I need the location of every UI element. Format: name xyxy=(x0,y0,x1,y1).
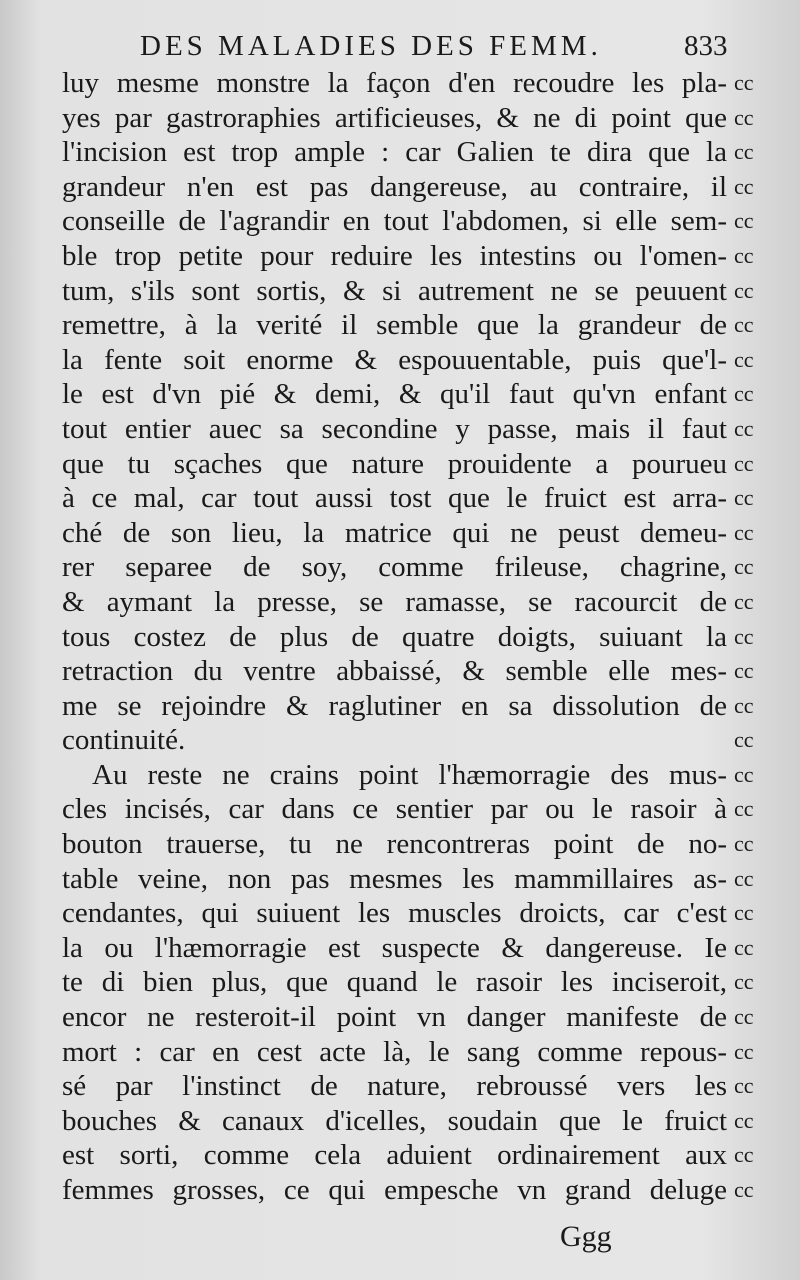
text-line: conseille de l'agrandir en tout l'abdomen, si elle sem- xyxy=(62,205,727,238)
text-line: la ou l'hæmorragie est suspecte & dangereuse. Ie xyxy=(62,931,727,964)
text-line: tum, s'ils sont sortis, & si autrement ne se peuuent xyxy=(62,274,727,307)
text-line: grandeur n'en est pas dangereuse, au contraire, il xyxy=(62,170,727,203)
quote-mark: cc xyxy=(734,934,754,960)
quote-mark: cc xyxy=(734,727,754,753)
quote-mark: cc xyxy=(734,1004,754,1030)
quote-mark: cc xyxy=(734,312,754,338)
text-line: cendantes, qui suiuent les muscles droicts, car c'est xyxy=(62,897,727,930)
text-line: la fente soit enorme & espouuentable, puis que'l- xyxy=(62,343,727,376)
text-line: rer separee de soy, comme frileuse, chagrine, xyxy=(62,551,727,584)
quote-mark: cc xyxy=(734,415,754,441)
text-line: le est d'vn pié & demi, & qu'il faut qu'vn enfant xyxy=(62,378,727,411)
text-line: mort : car en cest acte là, le sang comme repous- xyxy=(62,1035,727,1068)
quote-mark: cc xyxy=(734,450,754,476)
signature-mark: Ggg xyxy=(560,1220,612,1253)
quote-mark: cc xyxy=(734,1073,754,1099)
quote-mark: cc xyxy=(734,1142,754,1168)
text-line: tous costez de plus de quatre doigts, suiuant la xyxy=(62,620,727,653)
quote-mark: cc xyxy=(734,242,754,268)
text-line: ble trop petite pour reduire les intestins ou l'omen- xyxy=(62,239,727,272)
quote-mark: cc xyxy=(734,554,754,580)
text-line: bouches & canaux d'icelles, soudain que le fruict xyxy=(62,1104,727,1137)
quote-mark: cc xyxy=(734,761,754,787)
running-title: DES MALADIES DES FEMM. xyxy=(140,30,602,62)
text-line: te di bien plus, que quand le rasoir les inciseroit, xyxy=(62,966,727,999)
quote-mark: cc xyxy=(734,588,754,614)
quote-mark: cc xyxy=(734,173,754,199)
quote-mark: cc xyxy=(734,485,754,511)
quote-mark: cc xyxy=(734,692,754,718)
quote-mark: cc xyxy=(734,1038,754,1064)
text-body xyxy=(62,66,727,1208)
quote-mark: cc xyxy=(734,623,754,649)
quote-mark: cc xyxy=(734,381,754,407)
quote-mark: cc xyxy=(734,208,754,234)
quote-mark: cc xyxy=(734,1107,754,1133)
quote-mark: cc xyxy=(734,1177,754,1202)
text-line: luy mesme monstre la façon d'en recoudre les pla- xyxy=(62,67,727,99)
quote-mark: cc xyxy=(734,831,754,857)
quote-mark: cc xyxy=(734,139,754,165)
quote-mark: cc xyxy=(734,104,754,130)
text-line: tout entier auec sa secondine y passe, mais il faut xyxy=(62,412,727,445)
quote-mark: cc xyxy=(734,277,754,303)
text-line: remettre, à la verité il semble que la grandeur de xyxy=(62,309,727,342)
text-line: continuité. xyxy=(62,724,186,757)
text-line: table veine, non pas mesmes les mammillaires as- xyxy=(62,862,727,895)
quote-mark: cc xyxy=(734,969,754,995)
quotation-marks-column xyxy=(734,66,774,1208)
text-line: me se rejoindre & raglutiner en sa dissolution de xyxy=(62,689,727,722)
quote-mark: cc xyxy=(734,900,754,926)
text-line: cles incisés, car dans ce sentier par ou le rasoir à xyxy=(62,793,727,826)
text-line: yes par gastroraphies artificieuses, & ne di point que xyxy=(62,101,727,134)
text-line: sé par l'instinct de nature, rebroussé vers les xyxy=(62,1070,727,1103)
quote-mark: cc xyxy=(734,346,754,372)
quote-mark: cc xyxy=(734,70,754,95)
text-line: à ce mal, car tout aussi tost que le fruict est arra- xyxy=(62,482,727,515)
text-line: l'incision est trop ample : car Galien te dira que la xyxy=(62,136,727,169)
text-line: femmes grosses, ce qui empesche vn grand deluge xyxy=(62,1174,727,1206)
text-line: ché de son lieu, la matrice qui ne peust demeu- xyxy=(62,516,727,549)
page-number: 833 xyxy=(684,30,728,62)
quote-mark: cc xyxy=(734,865,754,891)
text-line: est sorti, comme cela aduient ordinairement aux xyxy=(62,1139,727,1172)
text-line: Au reste ne crains point l'hæmorragie des mus- xyxy=(92,758,727,791)
quote-mark: cc xyxy=(734,658,754,684)
text-line: retraction du ventre abbaissé, & semble elle mes- xyxy=(62,655,727,688)
text-line: encor ne resteroit-il point vn danger manifeste de xyxy=(62,1001,727,1034)
text-line: bouton trauerse, tu ne rencontreras point de no- xyxy=(62,828,727,861)
text-line: & aymant la presse, se ramasse, se racourcit de xyxy=(62,585,727,618)
text-line: que tu sçaches que nature prouidente a pourueu xyxy=(62,447,727,480)
quote-mark: cc xyxy=(734,796,754,822)
quote-mark: cc xyxy=(734,519,754,545)
